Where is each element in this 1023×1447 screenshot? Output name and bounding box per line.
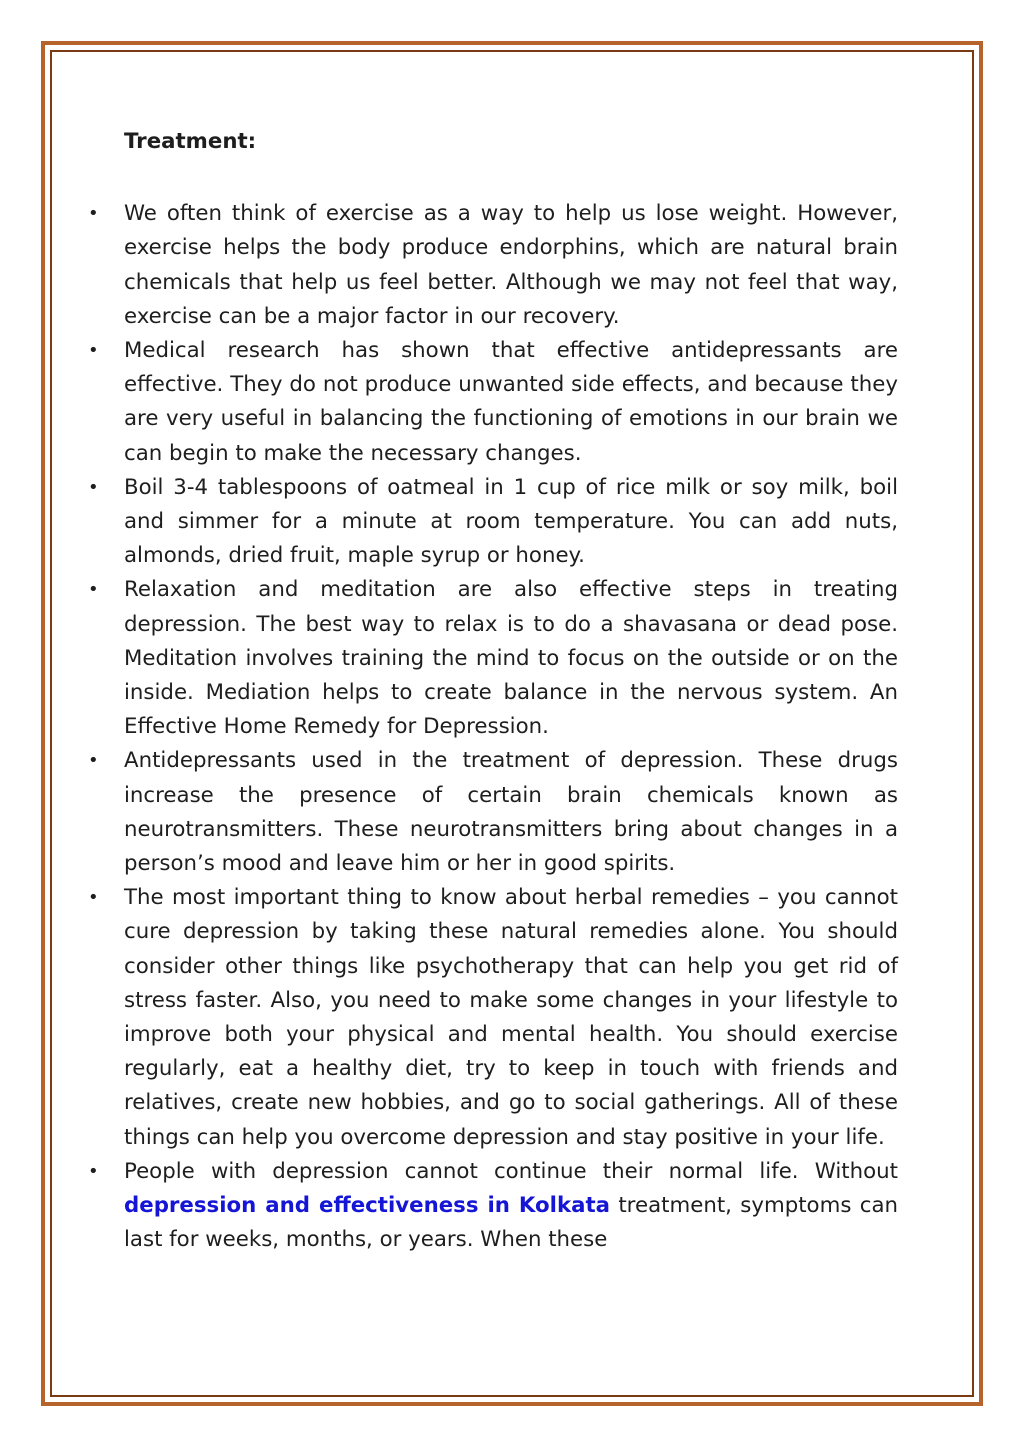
- section-heading: Treatment:: [124, 129, 257, 154]
- list-item: [88, 471, 898, 574]
- list-item: [88, 573, 898, 744]
- list-item: [88, 881, 898, 1155]
- bullet-icon: •: [88, 1160, 99, 1182]
- bullet-icon: •: [88, 887, 99, 909]
- document-content: [88, 125, 898, 1258]
- list-item-text: Antidepressants used in the treatment of depression. These drugs increase the presence of certain brain chemicals known as neurotransmitters. These neurotransmitters bring about changes in a person’s mood and leave him or her in good spirits.: [124, 748, 898, 877]
- list-item-text-after-link: treatment, symptoms can last for weeks, months, or years. When these: [124, 1193, 898, 1253]
- list-item-text: Boil 3-4 tablespoons of oatmeal in 1 cup of rice milk or soy milk, boil and simmer for a minute at room temperature. You can add nuts, almonds, dried fruit, maple syrup or honey.: [124, 474, 898, 569]
- kolkata-treatment-link[interactable]: depression and effectiveness in Kolkata: [124, 1193, 611, 1219]
- treatment-list: [88, 197, 898, 1257]
- list-item: [88, 334, 898, 471]
- list-item-text: Relaxation and meditation are also effective steps in treating depression. The best way to relax is to do a shavasana or dead pose. Meditation involves training the mind to focus on the outside or on the inside. Mediation helps to create balance in the nervous system. An Effective Home Remedy for Depression.: [124, 577, 898, 740]
- list-item: [88, 197, 898, 334]
- list-item-text: Medical research has shown that effective antidepressants are effective. They do not produce unwanted side effects, and because they are very useful in balancing the functioning of emotions in our brain we can begin to make the necessary changes.: [124, 338, 898, 466]
- list-item: [88, 1155, 898, 1258]
- list-item-text: The most important thing to know about herbal remedies – you cannot cure depression by taking these natural remedies alone. You should consider other things like psychotherapy that can help you get rid of stress faster. Also, you need to make some changes in your lifestyle to improve both your physical and mental health. You should exercise regularly, eat a healthy diet, try to keep in touch with friends and relatives, create new hobbies, and go to social gatherings. All of these things can help you overcome depression and stay positive in your life.: [124, 885, 898, 1150]
- bullet-icon: •: [88, 476, 99, 498]
- list-item-text: We often think of exercise as a way to help us lose weight. However, exercise helps the body produce endorphins, which are natural brain chemicals that help us feel better. Although we may not feel that way, exercise can be a major factor in our recovery.: [124, 201, 898, 329]
- list-item-text-before-link: People with depression cannot continue their normal life. Without: [124, 1158, 898, 1184]
- bullet-icon: •: [88, 750, 99, 772]
- list-item: [88, 744, 898, 881]
- bullet-icon: •: [88, 340, 99, 362]
- bullet-icon: •: [88, 203, 99, 225]
- bullet-icon: •: [88, 579, 99, 601]
